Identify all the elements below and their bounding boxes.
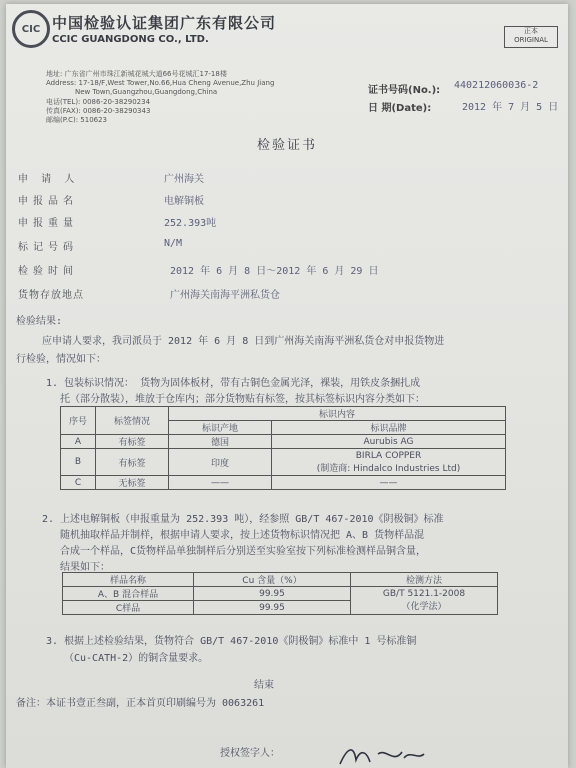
field-label-product: 申报品名 xyxy=(18,196,78,207)
method-line-2: （化学法） xyxy=(401,602,447,612)
address-label: 地址: xyxy=(46,70,63,78)
th-label-status: 标签情况 xyxy=(96,407,169,435)
th-label-content: 标识内容 xyxy=(169,407,506,421)
document-title: 检验证书 xyxy=(256,138,317,153)
cell-status: 无标签 xyxy=(96,476,169,490)
field-value-weight: 252.393吨 xyxy=(164,218,217,229)
fax: 传真(FAX): 0086-20-38290343 xyxy=(46,107,151,115)
item2-line-3: 合成一个样品，C货物样品单独制样后分别送至实验室按下列标准检测样品铜含量， xyxy=(60,546,427,557)
th-brand: 标识品牌 xyxy=(272,421,506,435)
intro-line-2: 行检验，情况如下： xyxy=(16,354,106,365)
brand-line-1: BIRLA COPPER xyxy=(355,450,422,461)
th-test-method: 检测方法 xyxy=(351,573,498,587)
th-origin: 标识产地 xyxy=(169,421,272,435)
field-value-storage: 广州海关南海平洲私货仓 xyxy=(170,290,280,301)
cell-status: 有标签 xyxy=(96,449,169,476)
field-value-marks: N/M xyxy=(164,238,183,249)
address-cn-text: 广东省广州市珠江新城花城大道66号花城汇17-18楼 xyxy=(64,70,227,78)
results-label: 检验结果: xyxy=(16,316,63,327)
company-name-cn: 中国检验认证集团广东有限公司 xyxy=(52,14,277,32)
copper-content-table xyxy=(62,572,498,615)
remarks: 备注：本证书壹正叁副，正本首页印刷编号为 0063261 xyxy=(16,698,265,709)
item2-line-4: 结果如下： xyxy=(60,562,110,573)
item2-line-2: 随机抽取样品并制样，根据申请人要求，按上述货物标识情况把 A、B 货物样品混 xyxy=(60,530,425,541)
stamp-cn: 正本 xyxy=(524,27,538,35)
cell-cu: 99.95 xyxy=(194,601,351,615)
cell-brand xyxy=(272,449,506,476)
cell-sample-name: A、B 混合样品 xyxy=(63,587,194,601)
postcode: 邮编(P.C): 510623 xyxy=(46,116,108,124)
cell-origin: 德国 xyxy=(169,435,272,449)
item1-line-1: 1. 包装标识情况： 货物为固体板材，带有古铜色金属光泽，裸装，用铁皮条捆扎成 xyxy=(46,378,421,389)
certificate-page xyxy=(6,4,568,768)
item3-line-1: 3. 根据上述检验结果，货物符合 GB/T 467-2010《阴极铜》标准中 1 号标准铜 xyxy=(46,636,417,647)
table-row xyxy=(61,476,506,490)
intro-line-1: 应申请人要求，我司派员于 2012 年 6 月 8 日到广州海关南海平洲私货仓对申报货物进 xyxy=(42,336,445,347)
original-stamp xyxy=(504,26,558,48)
end-marker: 结束 xyxy=(254,680,274,691)
cert-date-value: 2012 年 7 月 5 日 xyxy=(462,102,559,113)
cert-date-label: 日 期(Date): xyxy=(368,103,432,114)
field-value-inspection-time: 2012 年 6 月 8 日～2012 年 6 月 29 日 xyxy=(170,266,379,277)
company-name-en: CCIC GUANGDONG CO., LTD. xyxy=(52,34,209,45)
field-label-weight: 申报重量 xyxy=(18,218,78,229)
table-row xyxy=(61,435,506,449)
th-sample-name: 样品名称 xyxy=(63,573,194,587)
address-en-2: New Town,Guangzhou,Guangdong,China xyxy=(75,88,218,96)
signature-mark xyxy=(336,744,426,768)
table-row xyxy=(61,449,506,476)
cell-brand: Aurubis AG xyxy=(272,435,506,449)
field-label-inspection-time: 检验时间 xyxy=(18,266,78,277)
table-row xyxy=(63,587,498,601)
item3-line-2: （Cu-CATH-2）的铜含量要求。 xyxy=(64,653,209,664)
cell-no: A xyxy=(61,435,96,449)
item2-line-1: 2. 上述电解铜板（申报重量为 252.393 吨），经参照 GB/T 467-2010《阴极铜》标准 xyxy=(42,514,444,525)
ccic-logo: CIC xyxy=(12,10,50,48)
cell-method xyxy=(351,587,498,615)
field-value-product: 电解铜板 xyxy=(164,196,204,207)
th-no: 序号 xyxy=(61,407,96,435)
field-value-applicant: 广州海关 xyxy=(164,174,204,185)
cell-brand: —— xyxy=(272,476,506,490)
address-en-label: Address: xyxy=(46,79,77,87)
brand-line-2: (制造商: Hindalco Industries Ltd) xyxy=(316,463,461,474)
cell-cu: 99.95 xyxy=(194,587,351,601)
cell-no: B xyxy=(61,449,96,476)
cert-no-value: 440212060036-2 xyxy=(454,80,539,91)
tel: 电话(TEL): 0086-20-38290234 xyxy=(46,98,151,106)
stamp-en: ORIGINAL xyxy=(514,36,548,44)
cert-no-label: 证书号码(No.): xyxy=(368,85,441,96)
address-cn xyxy=(46,70,227,79)
method-line-1: GB/T 5121.1-2008 xyxy=(382,589,466,599)
cell-origin: 印度 xyxy=(169,449,272,476)
address-en-1 xyxy=(46,79,274,88)
label-info-table xyxy=(60,406,506,490)
field-label-marks: 标记号码 xyxy=(18,242,78,253)
cell-no: C xyxy=(61,476,96,490)
cell-sample-name: C样品 xyxy=(63,601,194,615)
address-en-text-1: 17-18/F,West Tower,No.66,Hua Cheng Avenue,Zhu Jiang xyxy=(78,79,275,87)
signer-label: 授权签字人： xyxy=(220,748,280,759)
field-label-applicant: 申 请 人 xyxy=(18,174,80,185)
item1-line-2: 托（部分散装），堆放于仓库内；部分货物贴有标签，按其标签标识内容分类如下： xyxy=(60,394,425,405)
th-cu-content: Cu 含量（%） xyxy=(194,573,351,587)
cell-status: 有标签 xyxy=(96,435,169,449)
cell-origin: —— xyxy=(169,476,272,490)
field-label-storage: 货物存放地点 xyxy=(18,290,84,301)
